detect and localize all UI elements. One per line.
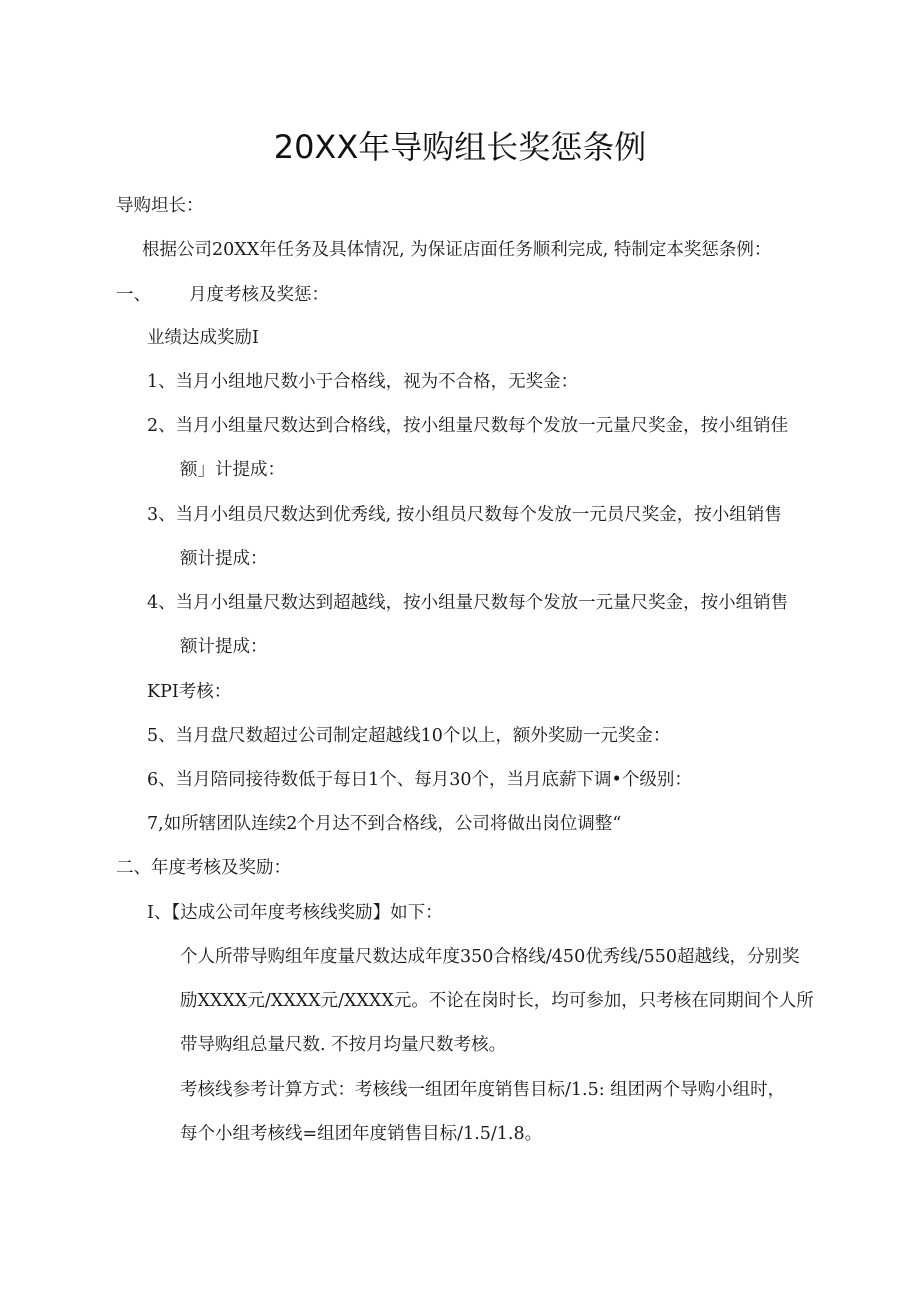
list-item-2-line1: 2、当月小组量尺数达到合格线，按小组量尺数每个发放一元量尺奖金，按小组销佳: [147, 416, 789, 436]
list-item-2-line2: 额」计提成：: [180, 460, 285, 480]
paragraph-1-line2: 励XXXX元/XXXX元/XXXX元。不论在岗时长，均可参加，只考核在同期间个人所: [180, 991, 814, 1011]
list-item-4-line2: 额计提成：: [180, 637, 268, 657]
subheading-kpi: KPI考核：: [147, 682, 232, 702]
salutation: 导购坦长：: [116, 196, 204, 216]
section1-number: 一、: [116, 285, 151, 305]
list-item-5: 5、当月盘尺数超过公司制定超越线10个以上，额外奖励一元奖金：: [147, 726, 671, 746]
paragraph-2-line2: 每个小组考核线=组团年度销售目标/1.5/1.8。: [180, 1124, 543, 1144]
list-item-7: 7,如所辖团队连续2个月达不到合格线，公司将做出岗位调整“: [147, 814, 622, 834]
list-item-3-line1: 3、当月小组员尺数达到优秀线, 按小组员尺数每个发放一元员尺奖金，按小组销售: [147, 505, 782, 525]
list-item-4-line1: 4、当月小组量尺数达到超越线，按小组量尺数每个发放一元量尺奖金，按小组销售: [147, 593, 789, 613]
section1-heading: [116, 283, 329, 307]
paragraph-1-line1: 个人所带导购组年度量尺数达成年度350合格线/450优秀线/550超越线，分别奖: [180, 947, 800, 967]
document-title: 20XX年导购组长奖惩条例: [273, 128, 647, 166]
list-item-3-line2: 额计提成：: [180, 549, 268, 569]
paragraph-2-line1: 考核线参考计算方式：考核线一组团年度销售目标/1.5: 组团两个导购小组时，: [180, 1080, 786, 1100]
section1-title: 月度考核及奖惩：: [189, 285, 329, 305]
list-item-1: 1、当月小组地尺数小于合格线，视为不合格，无奖金：: [147, 372, 579, 392]
paragraph-1-line3: 带导购组总量尺数. 不按月均量尺数考核。: [180, 1035, 507, 1055]
subheading-performance: 业绩达成奖励I: [147, 328, 259, 348]
section2-item-1: I、【达成公司年度考核线奖励】如下：: [147, 903, 443, 923]
list-item-6: 6、当月陪同接待数低于每日1个、每月30个，当月底薪下调•个级别：: [147, 770, 692, 790]
section2-heading: 二、年度考核及奖励：: [116, 858, 291, 878]
intro-paragraph: 根据公司20XX年任务及具体情况, 为保证店面任务顺利完成, 特制定本奖惩条例：: [142, 240, 772, 260]
